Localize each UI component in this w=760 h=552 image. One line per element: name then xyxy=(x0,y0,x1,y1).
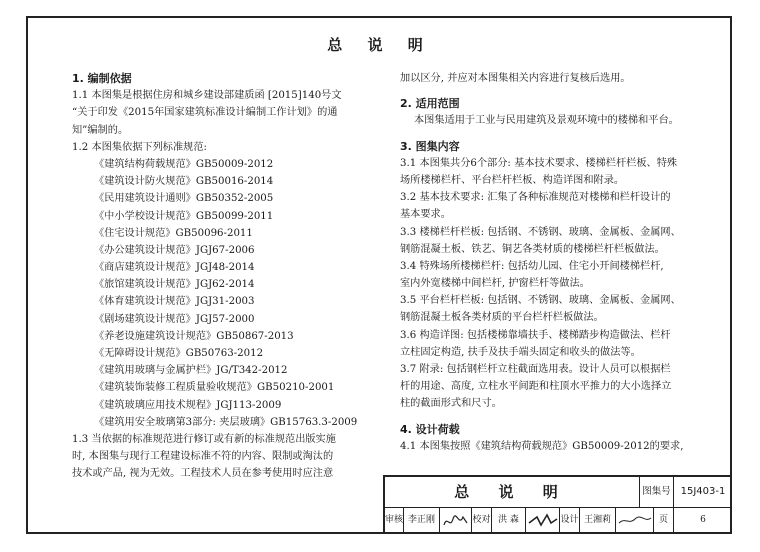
text-line: 技术或产品, 视为无效。工程技术人员在参考使用时应注意 xyxy=(72,468,334,480)
text-line: 《建筑用玻璃与金属护栏》JG/T342-2012 xyxy=(94,365,288,377)
text-line: 1.2 本图集依据下列标准规范: xyxy=(72,141,207,153)
text-line: 场所楼梯栏杆、平台栏杆栏板、构造详图和附录。 xyxy=(400,174,625,186)
text-line: 《住宅设计规范》GB50096-2011 xyxy=(94,227,253,239)
text-line: 1.3 当依据的标准规范进行修订或有新的标准规范出版实施 xyxy=(72,433,336,445)
text-line: 3.3 楼梯栏杆栏板: 包括钢、不锈钢、玻璃、金属板、金属网、 xyxy=(400,226,681,238)
text-line: 知”编制的。 xyxy=(72,124,129,136)
check-label: 校对 xyxy=(471,507,491,534)
reviewer-name: 李正刚 xyxy=(403,507,439,534)
text-line: 《商店建筑设计规范》JGJ48-2014 xyxy=(94,262,255,274)
text-line: 《中小学校设计规范》GB50099-2011 xyxy=(94,210,274,222)
text-line: 3.5 平台栏杆栏板: 包括钢、不锈钢、玻璃、金属板、金属网、 xyxy=(400,295,681,307)
design-label: 设计 xyxy=(559,507,579,534)
review-label: 审核 xyxy=(385,515,404,525)
section-heading: 1. 编制依据 xyxy=(72,72,132,85)
text-line: 时, 本图集与现行工程建设标准不符的内容、限制或淘汰的 xyxy=(72,451,334,463)
text-line xyxy=(400,130,712,138)
signature-mark-3 xyxy=(617,511,653,531)
text-line: 《建筑装饰装修工程质量验收规范》GB50210-2001 xyxy=(94,382,335,394)
text-line: 1.1 本图集是根据住房和城乡建设部建质函 [2015]140号文 xyxy=(72,90,342,102)
text-line: 《剧场建筑设计规范》JGJ57-2000 xyxy=(94,313,255,325)
text-line: 《建筑结构荷载规范》GB50009-2012 xyxy=(94,158,274,170)
text-line: 室内外宽楼梯中间栏杆, 护窗栏杆等做法。 xyxy=(400,278,590,290)
section-heading: 2. 适用范围 xyxy=(400,97,460,111)
text-line: 钢筋混凝土板、铁艺、铜艺各类材质的楼梯栏杆栏板做法。 xyxy=(400,243,665,255)
page-label: 页 xyxy=(653,507,673,534)
atlas-number-label: 图集号 xyxy=(639,477,673,507)
text-line: 《无障碍设计规范》GB50763-2012 xyxy=(94,348,264,359)
text-line: 3.7 附录: 包括钢栏杆立柱截面选用表。设计人员可以根据栏 xyxy=(400,364,671,375)
text-line xyxy=(400,413,712,421)
title-block xyxy=(383,475,732,534)
page-number: 6 xyxy=(673,507,732,534)
text-line: 《养老设施建筑设计规范》GB50867-2013 xyxy=(94,330,294,342)
text-line: 本图集适用于工业与民用建筑及景观环境中的楼梯和平台。 xyxy=(414,115,679,127)
right-column xyxy=(400,70,712,455)
text-line: 钢筋混凝土板各类材质的平台栏杆栏板做法。 xyxy=(400,312,604,324)
text-line: 立柱固定构造, 扶手及扶手端头固定和收头的做法等。 xyxy=(400,346,641,358)
text-line: 《民用建筑设计通则》GB50352-2005 xyxy=(94,193,274,205)
section-heading: 4. 设计荷载 xyxy=(400,422,460,436)
text-line xyxy=(400,87,712,95)
checker-signature xyxy=(525,507,559,534)
text-line: 3.1 本图集共分6个部分: 基本技术要求、楼梯栏杆栏板、特殊 xyxy=(400,157,678,169)
text-line: 《建筑用安全玻璃第3部分: 夹层玻璃》GB15763.3-2009 xyxy=(94,416,358,428)
atlas-number: 15J403-1 xyxy=(673,477,732,507)
text-line: 《建筑玻璃应用技术规程》JGJ113-2009 xyxy=(94,399,282,411)
reviewer-signature xyxy=(439,507,471,534)
signature-mark-2 xyxy=(527,511,559,531)
text-line: 《体育建筑设计规范》JGJ31-2003 xyxy=(94,296,255,308)
designer-signature xyxy=(615,507,653,534)
text-line: 《建筑设计防火规范》GB50016-2014 xyxy=(94,176,274,188)
checker-name: 洪 森 xyxy=(491,507,525,534)
text-line: 《旅馆建筑设计规范》JGJ62-2014 xyxy=(94,279,255,291)
designer-name: 王湘莉 xyxy=(579,507,615,534)
text-line: “关于印发《2015年国家建筑标准设计编制工作计划》的通 xyxy=(72,107,338,119)
text-line: 《办公建筑设计规范》JGJ67-2006 xyxy=(94,244,255,256)
text-line: 3.6 构造详图: 包括楼梯靠墙扶手、楼梯踏步构造做法、栏杆 xyxy=(400,329,671,341)
text-line: 3.2 基本技术要求: 汇集了各种标准规范对楼梯和栏杆设计的 xyxy=(400,192,671,204)
text-line: 柱的截面形式和尺寸。 xyxy=(400,398,502,410)
text-line: 3.4 特殊场所楼梯栏杆: 包括幼儿园、住宅小开间楼梯栏杆, xyxy=(400,260,664,272)
text-line: 4.1 本图集按照《建筑结构荷载规范》GB50009-2012的要求, xyxy=(400,440,684,452)
text-line: 杆的用途、高度, 立柱水平间距和柱顶水平推力的大小选择立 xyxy=(400,381,672,393)
page-title: 总 说 明 xyxy=(327,36,433,54)
section-heading: 3. 图集内容 xyxy=(400,139,460,153)
title-block-title: 总 说 明 xyxy=(454,483,570,501)
text-line: 加以区分, 并应对本图集相关内容进行复核后选用。 xyxy=(400,73,631,84)
left-column xyxy=(72,70,392,483)
text-line: 基本要求。 xyxy=(400,209,451,221)
signature-mark-1 xyxy=(441,511,471,531)
